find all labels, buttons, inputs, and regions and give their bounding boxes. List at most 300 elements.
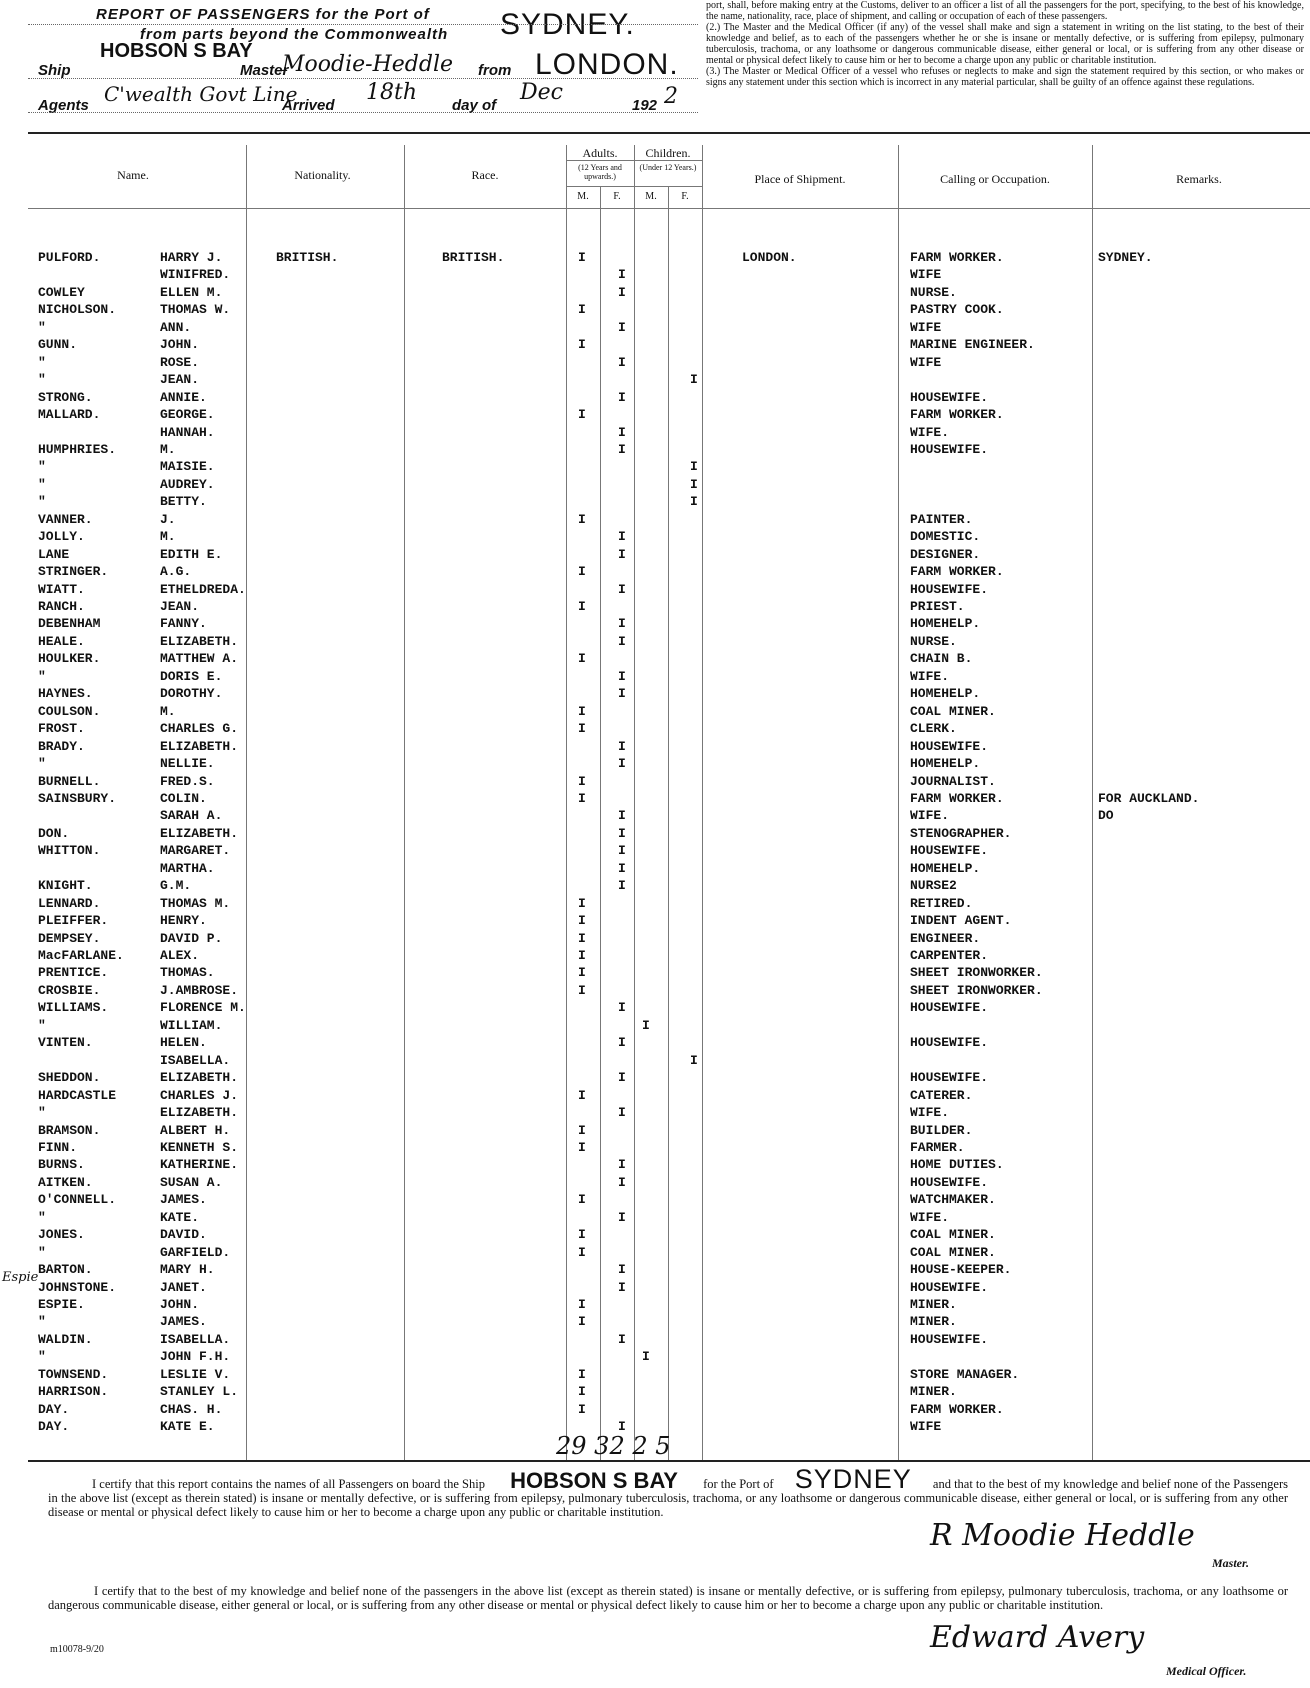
passenger-occ: WIFE (910, 354, 942, 370)
year-suffix: 2 (664, 84, 678, 109)
passenger-occ: HOUSEWIFE. (910, 581, 989, 597)
passenger-occ: WIFE. (910, 668, 950, 684)
passenger-surname: CROSBIE. (38, 982, 101, 998)
passenger-af: I (618, 267, 626, 283)
passenger-af: I (618, 808, 626, 824)
passenger-given: HELEN. (160, 1035, 207, 1051)
passenger-surname: " (38, 1017, 46, 1033)
passenger-surname: DAY. (38, 1401, 70, 1417)
passenger-occ: HOMEHELP. (910, 686, 981, 702)
passenger-given: ANNIE. (160, 389, 207, 405)
passenger-occ: WIFE (910, 319, 942, 335)
passenger-am: I (578, 1192, 586, 1208)
passenger-given: CHARLES G. (160, 721, 239, 737)
passenger-row (0, 1035, 1310, 1052)
passenger-surname: VANNER. (38, 511, 93, 527)
passenger-surname: HUMPHRIES. (38, 441, 117, 457)
passenger-occ: HOME DUTIES. (910, 1157, 1004, 1173)
passenger-surname: " (38, 1314, 46, 1330)
passenger-occ: HOUSEWIFE. (910, 738, 989, 754)
passenger-row (0, 267, 1310, 284)
passenger-row (0, 861, 1310, 878)
passenger-row (0, 931, 1310, 948)
passenger-occ: WIFE. (910, 1105, 950, 1121)
passenger-given: SUSAN A. (160, 1174, 223, 1190)
passenger-given: DOROTHY. (160, 686, 223, 702)
passenger-given: JEAN. (160, 599, 200, 614)
dotted-rule (28, 78, 698, 79)
passenger-row (0, 1332, 1310, 1349)
passenger-surname: JOHNSTONE. (38, 1279, 117, 1295)
master-sig-label: Master. (1212, 1556, 1250, 1570)
passenger-surname: " (38, 319, 46, 335)
passenger-given: MARTHA. (160, 860, 215, 876)
passenger-occ: FARMER. (910, 1139, 965, 1155)
passenger-am: I (578, 773, 586, 789)
col-occupation: Calling or Occupation. (940, 172, 1050, 186)
passenger-nat: BRITISH. (276, 250, 339, 265)
passenger-occ: PAINTER. (910, 511, 973, 527)
passenger-surname: " (38, 476, 46, 492)
passenger-occ: DESIGNER. (910, 546, 981, 562)
passenger-occ: HOUSE-KEEPER. (910, 1262, 1012, 1278)
passenger-given: ROSE. (160, 354, 200, 370)
passenger-row (0, 1053, 1310, 1070)
col-children-sub: (Under 12 Years.) (639, 163, 697, 172)
passenger-cf: I (690, 494, 698, 510)
passenger-af: I (618, 756, 626, 772)
passenger-surname: JONES. (38, 1227, 85, 1243)
passenger-given: GEORGE. (160, 407, 215, 423)
passenger-occ: COAL MINER. (910, 1244, 996, 1260)
passenger-cf: I (690, 459, 698, 475)
passenger-occ: WIFE (910, 1419, 942, 1435)
passenger-occ: HOMEHELP. (910, 756, 981, 772)
passenger-surname: LENNARD. (38, 895, 101, 911)
passenger-given: CHAS. H. (160, 1401, 223, 1417)
passenger-occ: MINER. (910, 1297, 957, 1312)
passenger-given: KATHERINE. (160, 1157, 239, 1173)
passenger-row (0, 948, 1310, 965)
passenger-af: I (618, 878, 626, 894)
passenger-af: I (618, 1331, 626, 1347)
passenger-af: I (618, 1262, 626, 1278)
passenger-occ: WIFE. (910, 808, 950, 824)
passenger-occ: STORE MANAGER. (910, 1366, 1020, 1382)
passenger-row (0, 704, 1310, 721)
passenger-surname: NICHOLSON. (38, 302, 117, 318)
passenger-given: JAMES. (160, 1314, 207, 1330)
passenger-am: I (578, 1087, 586, 1103)
arrived-label: Arrived (282, 97, 335, 114)
passenger-am: I (578, 1384, 586, 1400)
passenger-given: KATE. (160, 1209, 200, 1225)
medical-sig-label: Medical Officer. (1166, 1664, 1247, 1678)
passenger-af: I (618, 843, 626, 859)
passenger-occ: HOUSEWIFE. (910, 1035, 989, 1051)
passenger-surname: SAINSBURY. (38, 790, 117, 806)
passenger-occ: MINER. (910, 1314, 957, 1330)
passenger-surname: PULFORD. (38, 250, 101, 265)
passenger-given: HENRY. (160, 913, 207, 929)
passenger-am: I (578, 948, 586, 963)
passenger-row (0, 390, 1310, 407)
passenger-occ: JOURNALIST. (910, 773, 996, 789)
cert-port: SYDNEY (794, 1464, 912, 1494)
passenger-surname: " (38, 756, 46, 772)
passenger-row (0, 1123, 1310, 1140)
passenger-given: ALEX. (160, 948, 200, 963)
agents-value: C'wealth Govt Line (104, 82, 298, 106)
passenger-row (0, 372, 1310, 389)
passenger-surname: MacFARLANE. (38, 948, 124, 963)
cert-text-b: for the Port of (703, 1477, 774, 1491)
passenger-given: AUDREY. (160, 476, 215, 492)
passenger-row (0, 1314, 1310, 1331)
passenger-surname: BURNELL. (38, 773, 101, 789)
passenger-occ: WATCHMAKER. (910, 1192, 996, 1208)
passenger-occ: NURSE. (910, 633, 957, 649)
passenger-given: KENNETH S. (160, 1139, 239, 1155)
passenger-af: I (618, 1035, 626, 1051)
passenger-place: LONDON. (742, 250, 797, 265)
passenger-surname: PRENTICE. (38, 965, 109, 981)
passenger-occ: MARINE ENGINEER. (910, 337, 1035, 353)
passenger-row (0, 878, 1310, 895)
passenger-row (0, 459, 1310, 476)
passenger-row (0, 1157, 1310, 1174)
passenger-af: I (618, 1209, 626, 1225)
col-children-m: M. (645, 191, 657, 202)
passenger-given: JOHN. (160, 337, 200, 353)
passenger-row (0, 721, 1310, 738)
passenger-surname: HOULKER. (38, 651, 101, 667)
passenger-occ: FARM WORKER. (910, 1401, 1004, 1417)
passenger-af: I (618, 1157, 626, 1173)
passenger-af: I (618, 424, 626, 440)
passenger-row (0, 774, 1310, 791)
passenger-occ: HOUSEWIFE. (910, 1000, 989, 1016)
passenger-given: FLORENCE M. (160, 1000, 246, 1016)
passenger-surname: DAY. (38, 1419, 70, 1435)
passenger-row (0, 913, 1310, 930)
passenger-surname: HARRISON. (38, 1384, 109, 1400)
passenger-row (0, 616, 1310, 633)
passenger-occ: NURSE. (910, 284, 957, 300)
arrived-day: 18th (366, 80, 418, 105)
passenger-given: ANN. (160, 319, 192, 335)
passenger-surname: HEALE. (38, 633, 85, 649)
passenger-given: A.G. (160, 564, 192, 580)
passenger-row (0, 599, 1310, 616)
passenger-given: FANNY. (160, 616, 207, 632)
passenger-af: I (618, 1419, 626, 1435)
regulation-text: port, shall, before making entry at the Customs, deliver to an officer a list of all the passengers for the port, specifying, to the best of his knowledge, the name, nationality, race, place of shipment, and calling or occupation of each of these passengers. (2.) The Master and the Medical Officer (if any) of the vessel shall make and sign a statement in writing on the list stating, to the best of their knowledge and belief, as to each of the passengers whether he or she is insane or mentally defective, or is suffering from epilepsy, pulmonary tuberculosis, trachoma, or any loathsome or dangerous communicable disease, either general or local, or is suffering from any other disease or mental or physical defect likely to cause him or her to become a charge upon any public or charitable institution. (3.) The Master or Medical Officer of a vessel who refuses or neglects to make and sign the statement required by this section, or who makes or signs any statement under this section which is incorrect in any material particular, shall be guilty of an offence against these regulations. (706, 0, 1304, 88)
passenger-af: I (618, 389, 626, 405)
passenger-given: FRED.S. (160, 773, 215, 789)
passenger-surname: COWLEY (38, 284, 85, 300)
passenger-given: DAVID. (160, 1227, 207, 1243)
passenger-row (0, 582, 1310, 599)
passenger-surname: JOLLY. (38, 529, 85, 545)
passenger-row (0, 1088, 1310, 1105)
ship-name: HOBSON S BAY (100, 40, 253, 62)
passenger-row (0, 547, 1310, 564)
passenger-af: I (618, 616, 626, 632)
passenger-surname: ESPIE. (38, 1297, 85, 1312)
passenger-given: NELLIE. (160, 756, 215, 772)
passenger-occ: CHAIN B. (910, 651, 973, 667)
passenger-am: I (578, 599, 586, 614)
passenger-surname: " (38, 1349, 46, 1365)
passenger-row (0, 843, 1310, 860)
passenger-given: LESLIE V. (160, 1366, 231, 1382)
passenger-occ: HOUSEWIFE. (910, 1070, 989, 1086)
passenger-af: I (618, 319, 626, 335)
passenger-af: I (618, 1000, 626, 1016)
passenger-row (0, 896, 1310, 913)
header-rule (28, 132, 1310, 134)
passenger-cm: I (642, 1017, 650, 1033)
passenger-af: I (618, 284, 626, 300)
passenger-af: I (618, 581, 626, 597)
passenger-given: JOHN. (160, 1297, 200, 1312)
cert-text-c: and that to the best of my knowledge and belief none of the Passengers in the above list (except as therein stated) is insane or mentally defective, or is suffering from epilepsy, pulmonary tuberculosis, trachoma, or any loathsome or dangerous communicable disease, either general or local, or is suffering from any other disease or mental or physical defect likely to cause him or her to become a charge upon any public or charitable institution. (48, 1477, 1289, 1519)
col-race: Race. (471, 168, 499, 182)
passenger-surname: MALLARD. (38, 407, 101, 423)
col-adults-f: F. (613, 191, 621, 202)
passenger-row (0, 1175, 1310, 1192)
passenger-occ: HOMEHELP. (910, 860, 981, 876)
report-title-line2: from parts beyond the Commonwealth (140, 26, 449, 43)
passenger-af: I (618, 1105, 626, 1121)
passenger-occ: HOUSEWIFE. (910, 441, 989, 457)
passenger-surname: AITKEN. (38, 1174, 93, 1190)
passenger-surname: " (38, 1105, 46, 1121)
passenger-am: I (578, 250, 586, 265)
passenger-row (0, 512, 1310, 529)
col-adults-m: M. (577, 191, 589, 202)
passenger-surname: GUNN. (38, 337, 78, 353)
passenger-af: I (618, 1070, 626, 1086)
passenger-given: CHARLES J. (160, 1087, 239, 1103)
passenger-row (0, 983, 1310, 1000)
passenger-af: I (618, 354, 626, 370)
passenger-am: I (578, 895, 586, 911)
passenger-given: DAVID P. (160, 930, 223, 946)
passenger-given: KATE E. (160, 1419, 215, 1435)
medical-certificate: I certify that to the best of my knowledge and belief none of the passengers in the above list (except as therein stated) is insane or mentally defective, or is suffering from epilepsy, pulmonary tuberculosis, trachoma, or any loathsome or dangerous communicable disease, either general or local, or is suffering from any other disease or mental or physical defect likely to cause him or her to become a charge upon any public or charitable institution. (48, 1584, 1288, 1612)
passenger-row (0, 808, 1310, 825)
passenger-am: I (578, 703, 586, 719)
passenger-surname: WHITTON. (38, 843, 101, 859)
cert-text-a: I certify that this report contains the names of all Passengers on board the Ship (92, 1477, 485, 1491)
passenger-given: J. (160, 511, 176, 527)
cert-ship-name: HOBSON S BAY (510, 1468, 678, 1493)
passenger-row (0, 425, 1310, 442)
passenger-given: GARFIELD. (160, 1244, 231, 1260)
from-port: LONDON. (535, 48, 679, 81)
passenger-row (0, 302, 1310, 319)
passenger-rem: FOR AUCKLAND. (1098, 790, 1200, 806)
report-title-line1: REPORT OF PASSENGERS for the Port of (96, 6, 430, 23)
passenger-af: I (618, 529, 626, 545)
passenger-occ: WIFE. (910, 424, 950, 440)
passenger-occ: HOUSEWIFE. (910, 389, 989, 405)
agents-label: Agents (38, 97, 89, 114)
passenger-occ: COAL MINER. (910, 1227, 996, 1243)
passenger-occ: COAL MINER. (910, 703, 996, 719)
passenger-given: THOMAS. (160, 965, 215, 981)
passenger-row (0, 320, 1310, 337)
passenger-am: I (578, 1122, 586, 1138)
passenger-row (0, 1140, 1310, 1157)
port-stamp: SYDNEY. (500, 8, 635, 41)
passenger-row (0, 1367, 1310, 1384)
passenger-given: ELIZABETH. (160, 825, 239, 841)
passenger-row (0, 1000, 1310, 1017)
col-name: Name. (117, 168, 149, 182)
passenger-row (0, 651, 1310, 668)
passenger-row (0, 494, 1310, 511)
passenger-given: M. (160, 529, 176, 545)
passenger-row (0, 1070, 1310, 1087)
passenger-surname: FROST. (38, 721, 85, 737)
passenger-surname: PLEIFFER. (38, 913, 109, 929)
passenger-occ: FARM WORKER. (910, 407, 1004, 423)
passenger-surname: WIATT. (38, 581, 85, 597)
passenger-surname: KNIGHT. (38, 878, 93, 894)
passenger-given: M. (160, 441, 176, 457)
passenger-row (0, 285, 1310, 302)
passenger-given: MATTHEW A. (160, 651, 239, 667)
passenger-given: ELIZABETH. (160, 1105, 239, 1121)
passenger-surname: RANCH. (38, 599, 85, 614)
passenger-row (0, 337, 1310, 354)
passenger-given: SARAH A. (160, 808, 223, 824)
passenger-given: STANLEY L. (160, 1384, 239, 1400)
passenger-am: I (578, 1401, 586, 1417)
passenger-surname: DEBENHAM (38, 616, 101, 632)
passenger-occ: NURSE2 (910, 878, 957, 894)
passenger-surname: SHEDDON. (38, 1070, 101, 1086)
passenger-surname: " (38, 354, 46, 370)
passenger-af: I (618, 860, 626, 876)
passenger-surname: " (38, 372, 46, 388)
passenger-occ: ENGINEER. (910, 930, 981, 946)
passenger-given: ELIZABETH. (160, 738, 239, 754)
passenger-row (0, 1280, 1310, 1297)
passenger-occ: PRIEST. (910, 599, 965, 614)
passenger-given: BETTY. (160, 494, 207, 510)
passenger-surname: WILLIAMS. (38, 1000, 109, 1016)
passenger-given: J.AMBROSE. (160, 982, 239, 998)
passenger-given: JEAN. (160, 372, 200, 388)
passenger-af: I (618, 1279, 626, 1295)
passenger-given: COLIN. (160, 790, 207, 806)
passenger-row (0, 1349, 1310, 1366)
passenger-row (0, 1227, 1310, 1244)
passenger-occ: HOMEHELP. (910, 616, 981, 632)
passenger-occ: FARM WORKER. (910, 564, 1004, 580)
passenger-given: ELLEN M. (160, 284, 223, 300)
passenger-occ: HOUSEWIFE. (910, 843, 989, 859)
passenger-af: I (618, 738, 626, 754)
day-of-label: day of (452, 97, 497, 114)
passenger-cf: I (690, 476, 698, 492)
column-totals: 29 32 2 5 (556, 1432, 671, 1460)
passenger-occ: INDENT AGENT. (910, 913, 1012, 929)
passenger-surname: DON. (38, 825, 70, 841)
passenger-occ: FARM WORKER. (910, 790, 1004, 806)
passenger-race: BRITISH. (442, 250, 505, 265)
passenger-row (0, 1262, 1310, 1279)
passenger-surname: STRINGER. (38, 564, 109, 580)
passenger-given: M. (160, 703, 176, 719)
passenger-row (0, 529, 1310, 546)
passenger-surname: " (38, 494, 46, 510)
passenger-row (0, 1105, 1310, 1122)
passenger-occ: CARPENTER. (910, 948, 989, 963)
passenger-occ: HOUSEWIFE. (910, 1174, 989, 1190)
passenger-am: I (578, 1244, 586, 1260)
master-certificate (48, 1464, 1289, 1519)
passenger-surname: BARTON. (38, 1262, 93, 1278)
master-label: Master (240, 62, 289, 79)
passenger-occ: WIFE (910, 267, 942, 283)
passenger-row (0, 1210, 1310, 1227)
passenger-af: I (618, 825, 626, 841)
passenger-given: ELIZABETH. (160, 1070, 239, 1086)
passenger-af: I (618, 1174, 626, 1190)
passenger-occ: SHEET IRONWORKER. (910, 982, 1043, 998)
passenger-row (0, 669, 1310, 686)
passenger-am: I (578, 965, 586, 981)
passenger-row (0, 1402, 1310, 1419)
list-bottom-rule (28, 1460, 1310, 1462)
passenger-occ: FARM WORKER. (910, 250, 1004, 265)
passenger-af: I (618, 686, 626, 702)
passenger-surname: HAYNES. (38, 686, 93, 702)
passenger-rem: SYDNEY. (1098, 250, 1153, 265)
passenger-given: G.M. (160, 878, 192, 894)
passenger-given: MARY H. (160, 1262, 215, 1278)
passenger-row (0, 1245, 1310, 1262)
passenger-given: ETHELDREDA. (160, 581, 246, 597)
passenger-surname: VINTEN. (38, 1035, 93, 1051)
passenger-row (0, 250, 1310, 267)
column-header-rule (28, 208, 1310, 209)
passenger-row (0, 965, 1310, 982)
passenger-occ: CLERK. (910, 721, 957, 737)
passenger-occ: DOMESTIC. (910, 529, 981, 545)
master-name: Moodie-Heddle (282, 52, 454, 77)
passenger-row (0, 686, 1310, 703)
passenger-occ: HOUSEWIFE. (910, 1331, 989, 1347)
passenger-am: I (578, 1297, 586, 1312)
passenger-given: ELIZABETH. (160, 633, 239, 649)
passenger-row (0, 634, 1310, 651)
passenger-af: I (618, 668, 626, 684)
passenger-surname: TOWNSEND. (38, 1366, 109, 1382)
medical-signature: Edward Avery (930, 1620, 1145, 1655)
passenger-cf: I (690, 1052, 698, 1068)
passenger-am: I (578, 913, 586, 929)
passenger-surname: LANE (38, 546, 70, 562)
passenger-occ: WIFE. (910, 1209, 950, 1225)
passenger-am: I (578, 337, 586, 353)
passenger-occ: RETIRED. (910, 895, 973, 911)
